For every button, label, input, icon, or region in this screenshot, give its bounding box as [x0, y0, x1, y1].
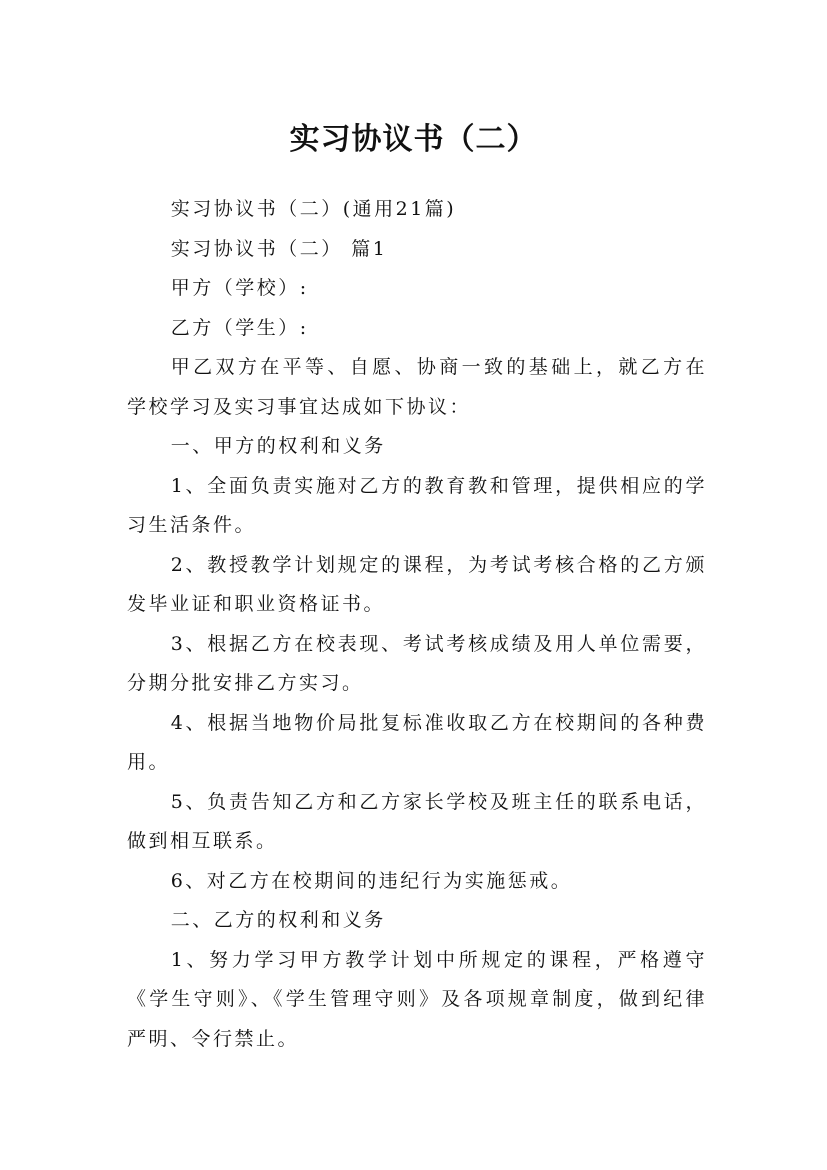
paragraph-party-a: 甲方（学校）:	[170, 277, 309, 299]
paragraph-clause: 1、努力学习甲方教学计划中所规定的课程，严格遵守《学生守则》、《学生管理守则》及各项规章制度，做到纪律严明、令行禁止。	[127, 948, 707, 1050]
paragraph-clause: 3、根据乙方在校表现、考试考核成绩及用人单位需要，分期分批安排乙方实习。	[127, 632, 707, 694]
document-body	[127, 190, 707, 1059]
paragraph-clause: 1、全面负责实施对乙方的教育教和管理，提供相应的学习生活条件。	[127, 474, 707, 536]
paragraph-clause: 2、教授教学计划规定的课程，为考试考核合格的乙方颁发毕业证和职业资格证书。	[127, 553, 707, 615]
paragraph-preamble: 甲乙双方在平等、自愿、协商一致的基础上，就乙方在学校学习及实习事宜达成如下协议：	[127, 356, 707, 418]
paragraph-section-heading: 实习协议书（二） 篇1	[170, 237, 388, 260]
paragraph-clause: 6、对乙方在校期间的违纪行为实施惩戒。	[170, 869, 573, 892]
paragraph-heading-party-a-rights: 一、甲方的权利和义务	[170, 435, 386, 457]
paragraph-clause: 4、根据当地物价局批复标准收取乙方在校期间的各种费用。	[127, 711, 707, 773]
paragraph-clause: 5、负责告知乙方和乙方家长学校及班主任的联系电话，做到相互联系。	[127, 790, 707, 852]
paragraph-subtitle: 实习协议书（二）(通用21篇)	[170, 198, 457, 220]
document-title: 实习协议书（二）	[289, 122, 538, 158]
paragraph-party-b: 乙方（学生）:	[170, 316, 309, 339]
paragraph-heading-party-b-rights: 二、乙方的权利和义务	[170, 909, 386, 931]
